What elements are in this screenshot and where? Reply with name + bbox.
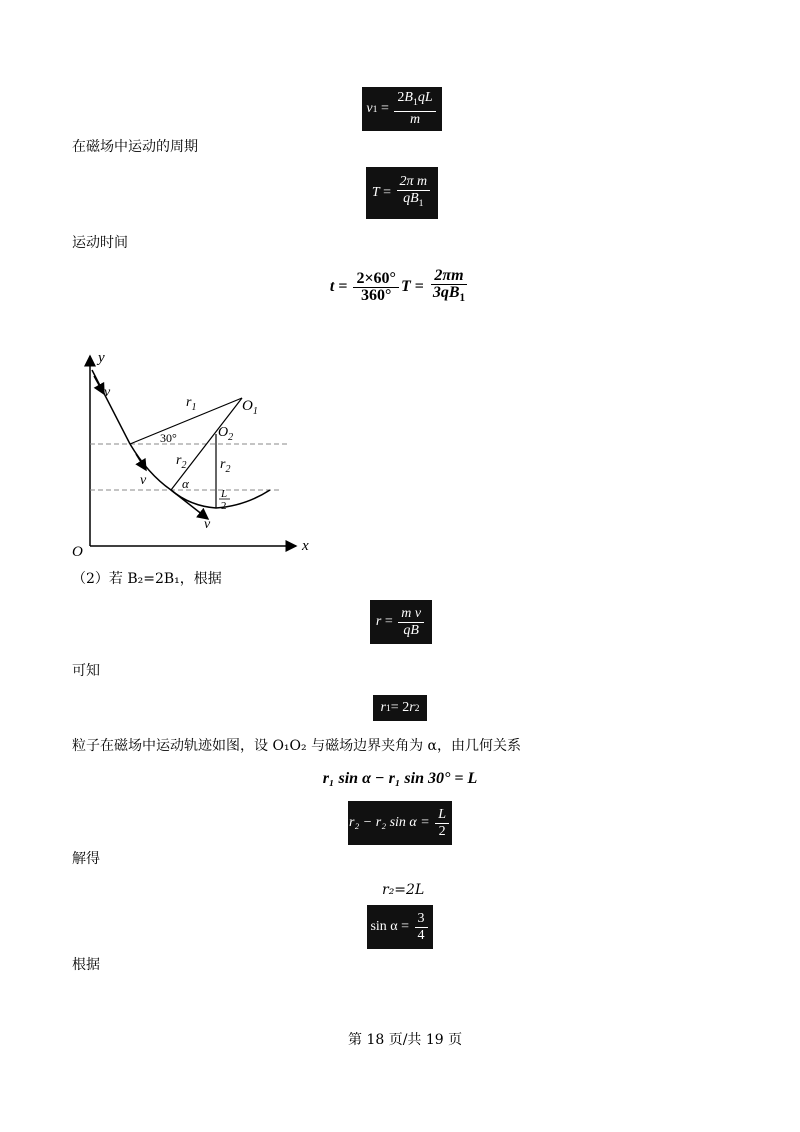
jie-de: 解得	[72, 851, 100, 867]
formula-v1: v 1 = $\frac{2B_1qL}{m}$	[362, 87, 442, 131]
label-origin: O	[72, 544, 83, 560]
label-o1: $O_1$	[242, 398, 258, 417]
arc-upper	[130, 444, 171, 490]
time-intro: 运动时间	[72, 235, 128, 251]
part2-intro: （2）若 B₂=2B₁，根据	[72, 571, 222, 587]
arrow-v-bottom	[171, 490, 208, 519]
formula-geo1: r₁ sin α − r₁ sin 30° = L	[322, 770, 478, 787]
label-alpha: α	[182, 476, 189, 491]
label-v-bottom: v	[204, 517, 211, 532]
trajectory-text: 粒子在磁场中运动轨迹如图，设 O₁O₂ 与磁场边界夹角为 α，由几何关系	[72, 738, 521, 754]
gen-ju: 根据	[72, 957, 100, 973]
label-angle-30: 30°	[160, 431, 177, 445]
formula-period: T = $\frac{\text{2π m}}{qB_1}$	[366, 167, 438, 219]
formula-r1-r2: r 1 = 2 r 2	[373, 695, 427, 721]
label-r1: $r_1$	[186, 395, 197, 413]
formula-time: t = $\frac{2\times 60^\circ}{360^\circ}$ T = $\frac{2\pi m}{3qB_1}$	[329, 266, 466, 305]
ke-zhi: 可知	[72, 663, 100, 679]
label-v-mid: v	[140, 473, 147, 488]
label-v-top: v	[104, 385, 111, 400]
label-r2-left: $r_2$	[176, 453, 187, 471]
formula-radius: r = $\frac{\text{m v}}{qB}$	[370, 600, 432, 644]
label-x: x	[302, 538, 309, 554]
result-r2: r₂=2L	[382, 882, 425, 898]
period-intro: 在磁场中运动的周期	[72, 139, 198, 155]
formula-sin-alpha: sin α = $\frac{3}{4}$	[367, 905, 433, 949]
path-incoming	[92, 370, 130, 444]
formula-geo2: r₂ − r₂ sin α = $\frac{L}{2}$	[348, 801, 452, 845]
arrow-v-mid	[136, 454, 146, 470]
label-r2-right: $r_2$	[220, 457, 231, 475]
label-o2: $O_2$	[218, 425, 234, 443]
trajectory-diagram	[70, 348, 320, 560]
label-two: 2	[221, 500, 227, 512]
arrow-v-top	[94, 376, 104, 394]
label-y: y	[98, 350, 105, 366]
label-l: L	[221, 488, 228, 500]
page-footer: 第 18 页/共 19 页	[348, 1032, 463, 1048]
